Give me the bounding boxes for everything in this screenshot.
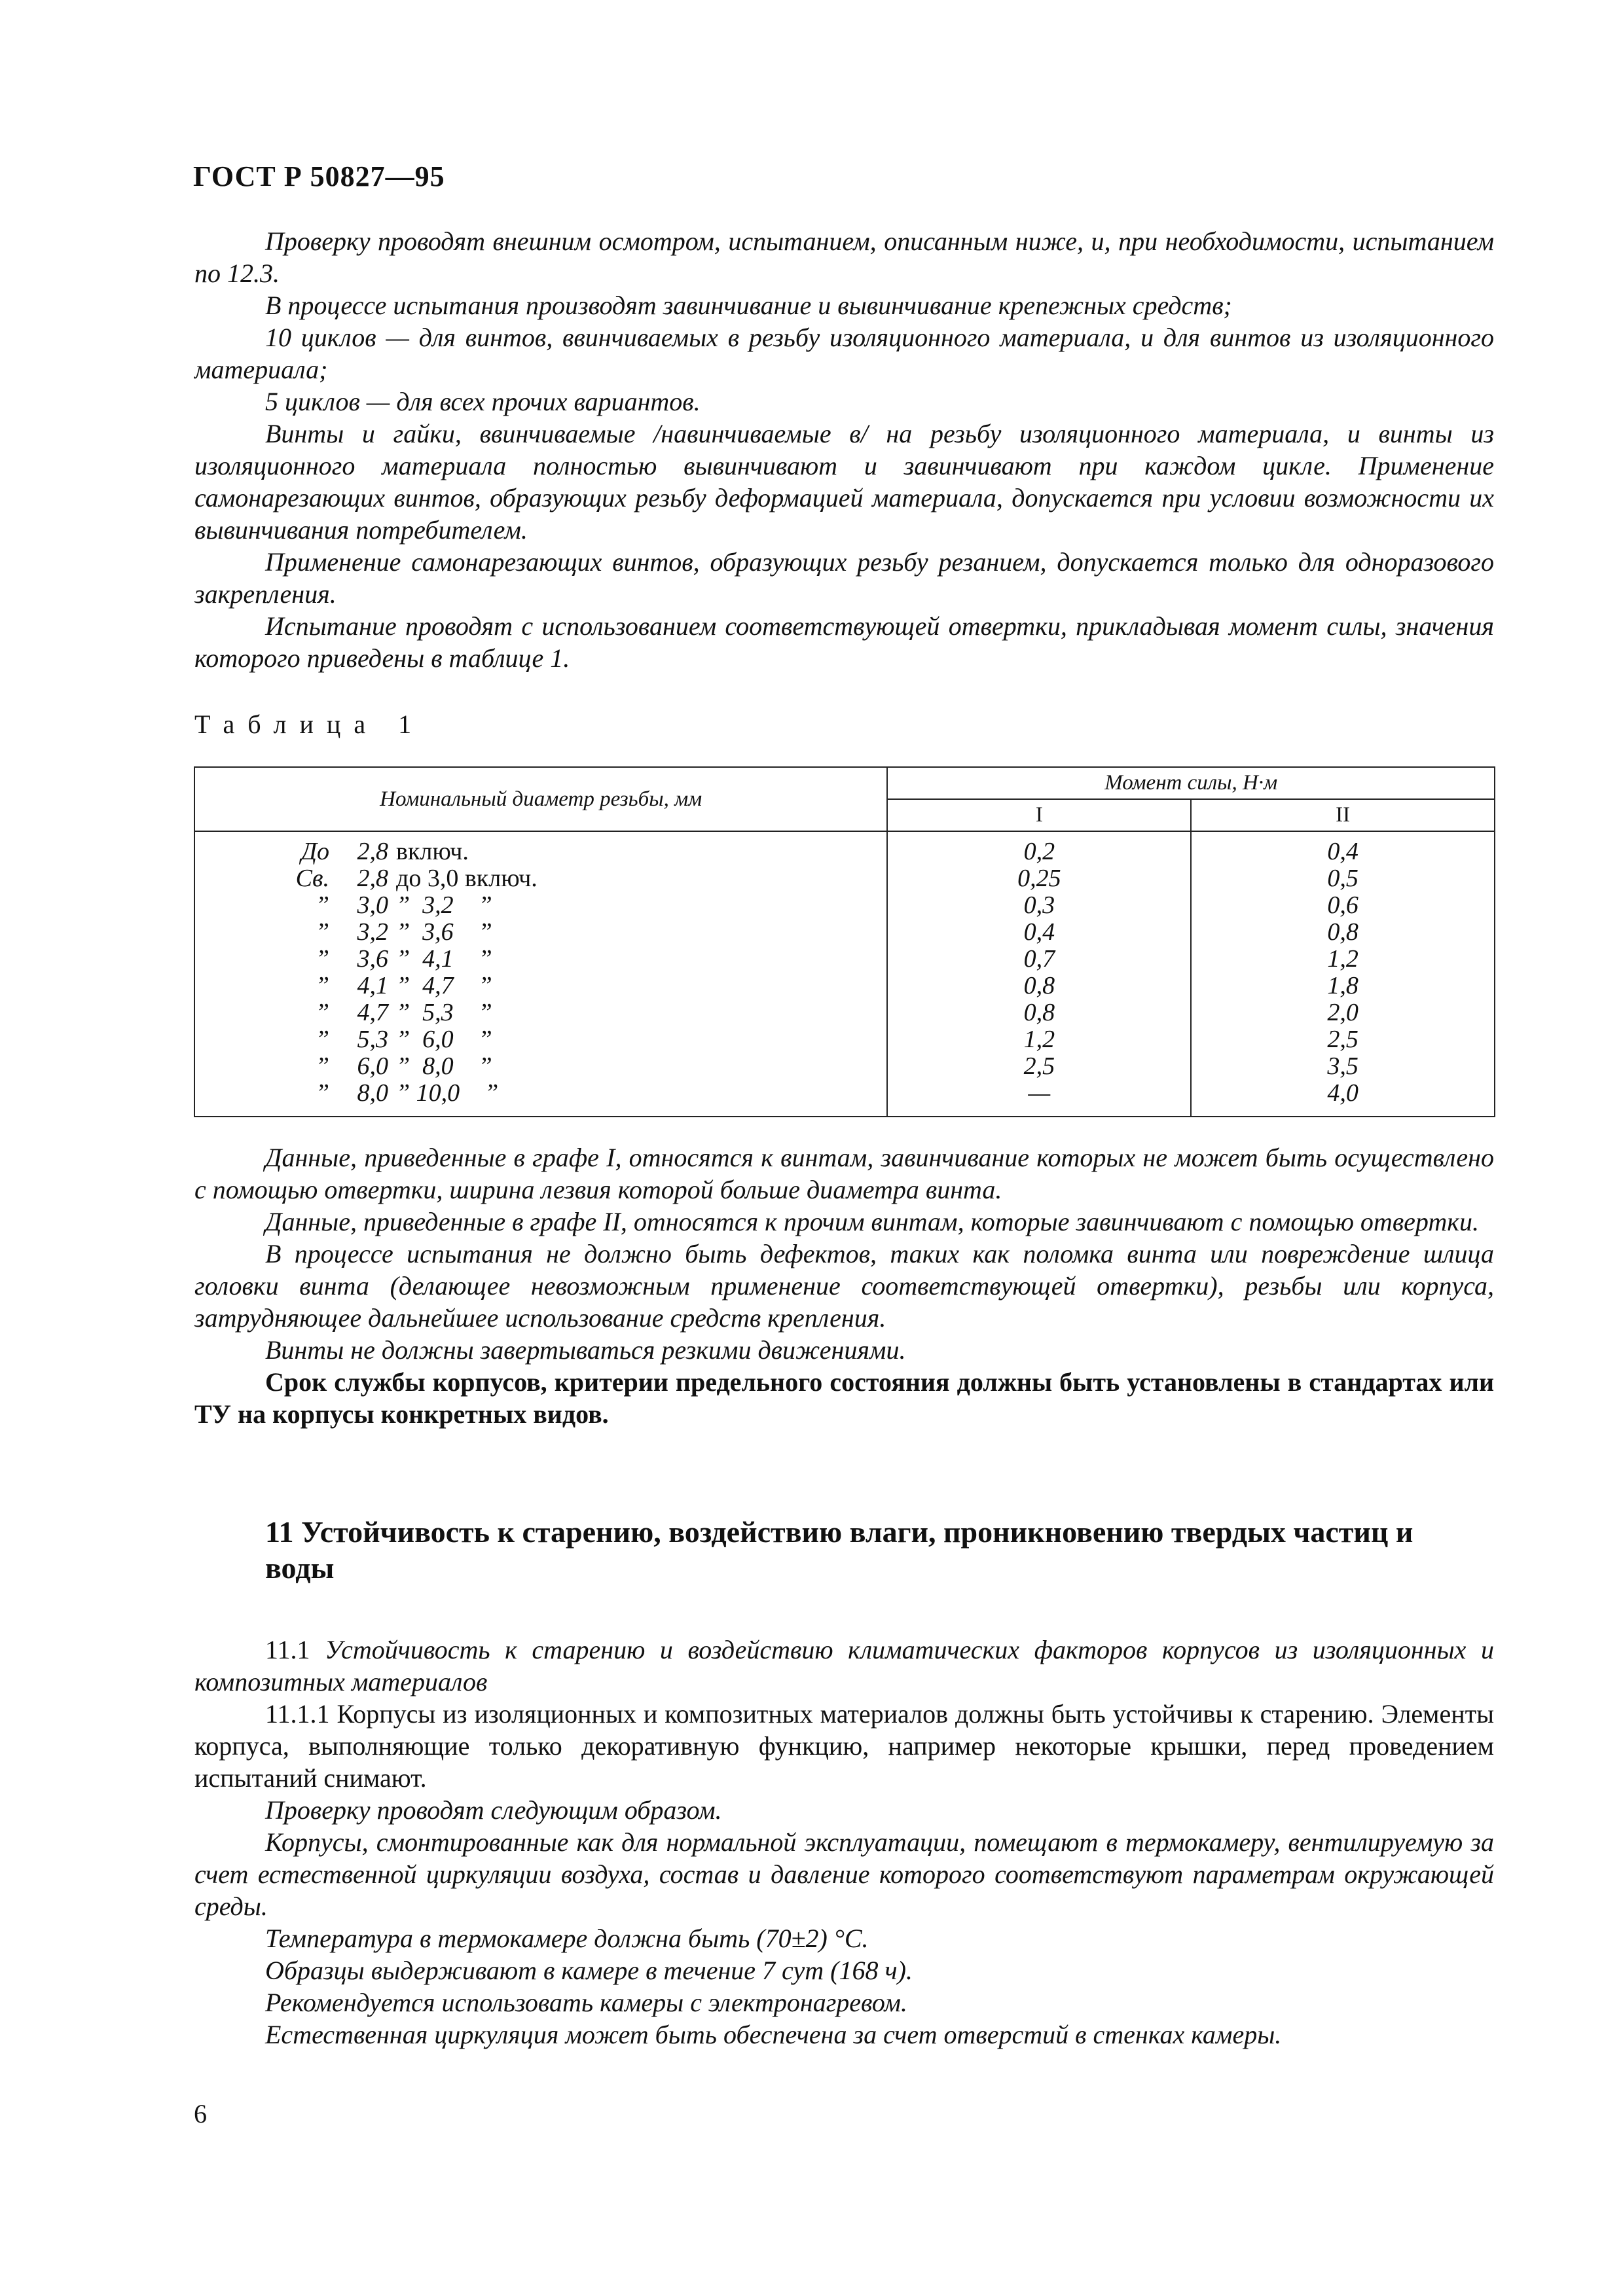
section-heading: 11 Устойчивость к старению, воздействию влаги, проникновению твердых частиц и воды <box>265 1515 1413 1585</box>
paragraph: Данные, приведенные в графе I, относятся к винтам, завинчивание которых не может быть осуществлено с помощью отвертки, ширина лезвия которой больше диаметра винта. <box>194 1143 1494 1204</box>
range-start: 8,0 <box>357 1079 388 1107</box>
moment-i-value: — <box>1028 1079 1051 1107</box>
intro-text <box>194 225 1494 674</box>
paragraph: Рекомендуется использовать камеры с электронагревом. <box>265 1988 907 2017</box>
range-start: 5,3 <box>357 1026 388 1053</box>
paragraph: Корпусы, смонтированные как для нормальной эксплуатации, помещают в термокамеру, вентилируемую за счет естественной циркуляции воздуха, состав и давление которого соответствуют параметрам окружающей среды. <box>194 1827 1494 1921</box>
diameter-range <box>195 946 886 973</box>
paragraph: В процессе испытания производят завинчивание и вывинчивание крепежных средств; <box>265 291 1232 320</box>
range-prefix: ” <box>315 999 329 1026</box>
moment-ii-value: 2,0 <box>1327 999 1359 1026</box>
range-end: ” 4,1 ” <box>396 945 492 973</box>
range-end: до 3,0 включ. <box>396 865 538 892</box>
range-start: 3,0 <box>357 891 388 919</box>
range-end: ” 4,7 ” <box>396 972 492 999</box>
diameter-range <box>195 1080 886 1107</box>
section-11-text <box>194 1634 1494 2051</box>
range-start: 4,7 <box>357 999 388 1026</box>
moment-i-value: 0,2 <box>1023 838 1055 865</box>
range-start: 2,8 <box>357 865 388 892</box>
moment-ii-value: 1,2 <box>1327 945 1359 973</box>
diameter-range <box>195 865 886 892</box>
column-header-i: I <box>887 799 1191 831</box>
diameter-range <box>195 919 886 946</box>
moment-ii-value: 1,8 <box>1327 972 1359 999</box>
moment-i-value: 1,2 <box>1023 1026 1055 1053</box>
paragraph: Проверку проводят следующим образом. <box>265 1795 722 1825</box>
moment-i-value: 2,5 <box>1023 1052 1055 1080</box>
diameter-range <box>195 999 886 1026</box>
paragraph: Проверку проводят внешним осмотром, испытанием, описанным ниже, и, при необходимости, испытанием по 12.3. <box>194 226 1494 288</box>
range-prefix: ” <box>315 972 329 999</box>
moment-ii-value: 3,5 <box>1327 1052 1359 1080</box>
range-start: 6,0 <box>357 1052 388 1080</box>
moment-i-value: 0,8 <box>1023 999 1055 1026</box>
moment-i-value: 0,3 <box>1023 891 1055 919</box>
diameter-column-cell <box>194 831 887 1117</box>
column-header-diameter: Номинальный диаметр резьбы, мм <box>194 767 887 831</box>
range-prefix: ” <box>315 1026 329 1053</box>
range-start: 3,6 <box>357 945 388 973</box>
column-header-moment: Момент силы, Н·м <box>887 767 1495 799</box>
paragraph: Применение самонарезающих винтов, образующих резьбу резанием, допускается только для одноразового закрепления. <box>194 547 1494 609</box>
diameter-range <box>195 973 886 999</box>
range-start: 2,8 <box>357 838 388 865</box>
column-header-ii: II <box>1191 799 1495 831</box>
diameter-range <box>195 1026 886 1053</box>
moment-ii-value: 2,5 <box>1327 1026 1359 1053</box>
document-header: ГОСТ Р 50827—95 <box>193 160 445 192</box>
range-end: включ. <box>396 838 469 865</box>
range-start: 4,1 <box>357 972 388 999</box>
paragraph: Образцы выдерживают в камере в течение 7 сут (168 ч). <box>265 1956 913 1985</box>
range-end: ” 10,0 ” <box>396 1079 499 1107</box>
moment-ii-column-cell <box>1191 831 1495 1117</box>
paragraph: 5 циклов — для всех прочих вариантов. <box>265 387 701 416</box>
range-end: ” 6,0 ” <box>396 1026 492 1053</box>
range-prefix: До <box>301 838 329 865</box>
table-caption: Таблица 1 <box>194 709 425 739</box>
paragraph: 11.1.1 Корпусы из изоляционных и композитных материалов должны быть устойчивы к старению. Элементы корпуса, выполняющие только декоративную функцию, например некоторые крышки, перед проведением испытаний снимают. <box>194 1699 1494 1793</box>
moment-i-value: 0,7 <box>1023 945 1055 973</box>
moment-ii-value: 0,4 <box>1327 838 1359 865</box>
paragraph: В процессе испытания не должно быть дефектов, таких как поломка винта или повреждение шлица головки винта (делающее невозможным применение соответствующей отвертки), резьбы или корпуса, затрудняющее дальнейшее использование средств крепления. <box>194 1239 1494 1333</box>
torque-table <box>194 766 1495 1117</box>
diameter-range <box>195 838 886 865</box>
bold-paragraph: Срок службы корпусов, критерии предельного состояния должны быть установлены в стандартах или ТУ на корпусы конкретных видов. <box>194 1367 1494 1429</box>
range-end: ” 3,2 ” <box>396 891 492 919</box>
moment-i-value: 0,4 <box>1023 918 1055 946</box>
moment-ii-value: 0,5 <box>1327 865 1359 892</box>
range-prefix: ” <box>315 945 329 973</box>
page-number: 6 <box>194 2099 207 2128</box>
range-end: ” 5,3 ” <box>396 999 492 1026</box>
moment-ii-value: 0,6 <box>1327 891 1359 919</box>
table-body-row <box>194 831 1495 1117</box>
subsection-number: 11.1 <box>265 1635 310 1664</box>
moment-i-column-cell <box>887 831 1191 1117</box>
subsection-11-1 <box>194 1634 1494 1698</box>
notes-text <box>194 1141 1494 1430</box>
range-end: ” 8,0 ” <box>396 1052 492 1080</box>
paragraph: 10 циклов — для винтов, ввинчиваемых в резьбу изоляционного материала, и для винтов из изоляционного материала; <box>194 323 1494 384</box>
range-prefix: ” <box>315 1052 329 1080</box>
paragraph: Испытание проводят с использованием соответствующей отвертки, прикладывая момент силы, значения которого приведены в таблице 1. <box>194 611 1494 673</box>
range-start: 3,2 <box>357 918 388 946</box>
paragraph: Естественная циркуляция может быть обеспечена за счет отверстий в стенках камеры. <box>265 2020 1282 2049</box>
paragraph: Винты не должны завертываться резкими движениями. <box>265 1335 906 1365</box>
diameter-range <box>195 892 886 919</box>
range-prefix: ” <box>315 891 329 919</box>
moment-i-value: 0,8 <box>1023 972 1055 999</box>
paragraph: Винты и гайки, ввинчиваемые /навинчиваемые в/ на резьбу изоляционного материала, и винты из изоляционного материала полностью вывинчивают и завинчивают при каждом цикле. Применение самонарезающих винтов, образующих резьбу деформацией материала, допускается при условии возможности их вывинчивания потребителем. <box>194 419 1494 545</box>
diameter-range <box>195 1053 886 1080</box>
moment-ii-value: 4,0 <box>1327 1079 1359 1107</box>
range-prefix: ” <box>315 918 329 946</box>
moment-ii-value: 0,8 <box>1327 918 1359 946</box>
paragraph: Данные, приведенные в графе II, относятся к прочим винтам, которые завинчивают с помощью отвертки. <box>265 1207 1480 1236</box>
range-end: ” 3,6 ” <box>396 918 492 946</box>
subsection-title: Устойчивость к старению и воздействию климатических факторов корпусов из изоляционных и композитных материалов <box>194 1635 1494 1696</box>
moment-i-value: 0,25 <box>1017 865 1061 892</box>
range-prefix: ” <box>315 1079 329 1107</box>
paragraph: Температура в термокамере должна быть (70±2) °С. <box>265 1924 869 1953</box>
range-prefix: Св. <box>295 865 329 892</box>
